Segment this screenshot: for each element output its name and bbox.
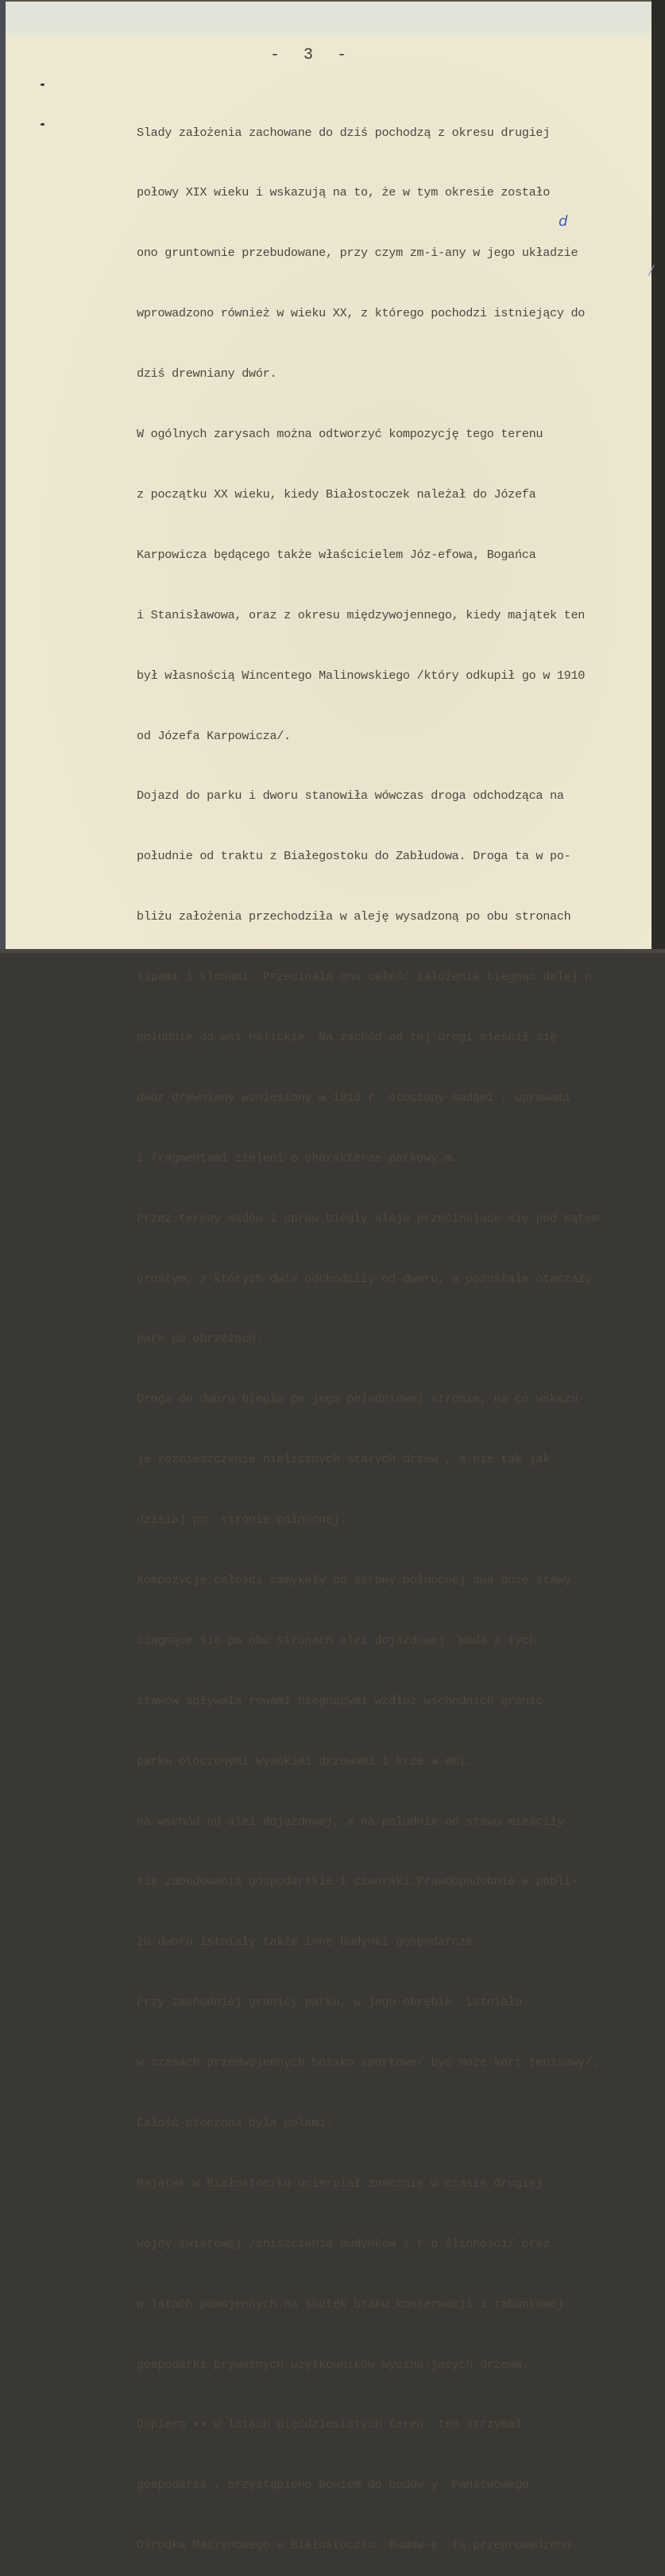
text-line: dziś drewniany dwór. (137, 366, 277, 382)
scan-right-edge (651, 0, 665, 953)
text-line: gospodarki prywatnych użytkowników wycina-jących drzewa. (137, 2357, 529, 2372)
text-line: i fragmentami zieleni o charakterze parkowy_m. (137, 1150, 459, 1165)
text-line: żu dworu istniały także inne budynki gospodarcze. (137, 1935, 480, 1950)
text-line: gospodarza , przystąpiono bowiem do budow-y Państwowego (137, 2477, 529, 2493)
punch-mark (41, 123, 44, 126)
text-line: i Stanisławowa, oraz z okresu międzywojennego, kiedy majątek ten (137, 607, 586, 622)
punch-mark (41, 83, 44, 86)
text-line: Ośrodka Maszynowego w Białostoczku. Budow-ę tą przeprowadzono (137, 2538, 571, 2553)
text-line: dzisiaj po stronie północnej. (137, 1513, 347, 1528)
text-line: wprowadzono również w wieku XX, z którego pochodzi istniejący do (137, 306, 586, 321)
text-line: południe do wsi Halickie. Na zachód od tej drogi mieścił się (137, 1029, 557, 1044)
text-line: z początku XX wieku, kiedy Białostoczek należał do Józefa (137, 486, 536, 502)
document-body (137, 83, 599, 2576)
text-line: Majątek w Białostoczku ucierpiał znacznie w czasie drugiej (137, 2175, 543, 2191)
text-line: wojny światowej /zniszczenia budynków i r o ślinności/ oraz (137, 2236, 551, 2251)
text-line: od Józefa Karpowicza/. (137, 728, 291, 743)
text-line: Przy zachodniej granicy parku, w jego obrębie istniało (137, 1995, 522, 2010)
text-line: parku otoczonymi wysokimi drzewami i krze w ami. (137, 1753, 474, 1768)
text-line: bliżu założenia przechodziła w aleję wysadzoną po obu stronach (137, 909, 571, 924)
text-line: lipami i klonami. Przecinała ona całość założenia biegnąc dalej n (137, 970, 592, 985)
text-line: był własnością Wincentego Malinowskiego /który odkupił go w 1910 (137, 668, 586, 683)
text-line: Kompozycję całości zamykały od strony północnej dwa duże stawy (137, 1572, 571, 1587)
text-line: park po obrzeżach. (137, 1331, 263, 1346)
text-line: prostym, z których dwie odchodziły od dworu, a pozostałe otaczały (137, 1271, 592, 1286)
handwritten-correction: d (559, 213, 568, 230)
text-line: Karpowicza będącego także właścicielem Józ-efowa, Bogańca (137, 547, 536, 562)
text-line: się zabudowania gospodarskie i czworaki.Prawdopodobnie w pobli- (137, 1874, 578, 1889)
text-line: Na wschód od alei dojazdowej, a na południe od stawu mieściły (137, 1814, 564, 1829)
text-line: w czasach przedwojennych boisko sportowe/ być może kort tenisowy/. (137, 2055, 599, 2070)
text-line: połowy XIX wieku i wskazują na to, że w tym okresie zostało (137, 185, 551, 200)
scan-left-edge (0, 0, 6, 953)
text-line: stawów spływała rowami biegnącymi wzdłuż wschodnich granic (137, 1693, 543, 1708)
page-number: - 3 - (270, 46, 349, 64)
text-line: Dopiero ▪▪ w latach pięćdziesiątych teren ten otrzymał (137, 2417, 522, 2432)
text-line: dwór drewniany wzniesiony w 1910 r. otoczony sadami , uprawami (137, 1090, 571, 1105)
text-line: ono gruntownie przebudowane, przy czym zm-i-any w jego układzie (137, 246, 578, 261)
text-line: Dojazd do parku i dworu stanowiła wówczas droga odchodząca na (137, 788, 564, 804)
text-line: w latach powojennych na skutek braku konserwacji i rabunkowej (137, 2296, 564, 2311)
text-line: Przez tereny sadów i upraw biegły aleje przecinające się pod kątem (137, 1211, 599, 1226)
text-line: W ogólnych zarysach można odtworzyć kompozycję tego terenu (137, 427, 543, 442)
text-line: Całość otoczona była polami. (137, 2115, 333, 2130)
handwritten-mark: / (649, 262, 654, 277)
text-line: ciągnące się po obu stronach alei dojazdowej. Woda z tych (137, 1633, 536, 1648)
text-line: Slady założenia zachowane do dziś pochodzą z okresu drugiej (137, 125, 551, 140)
text-line: południe od traktu z Białegostoku do Zabłudowa. Droga ta w po- (137, 849, 571, 864)
text-line: Droga do dworu biegła po jego południowej stronie, na co wskazu- (137, 1392, 586, 1407)
text-line: je rozmieszczenie nielicznych starych drzew , a nie tak jak (137, 1452, 551, 1467)
